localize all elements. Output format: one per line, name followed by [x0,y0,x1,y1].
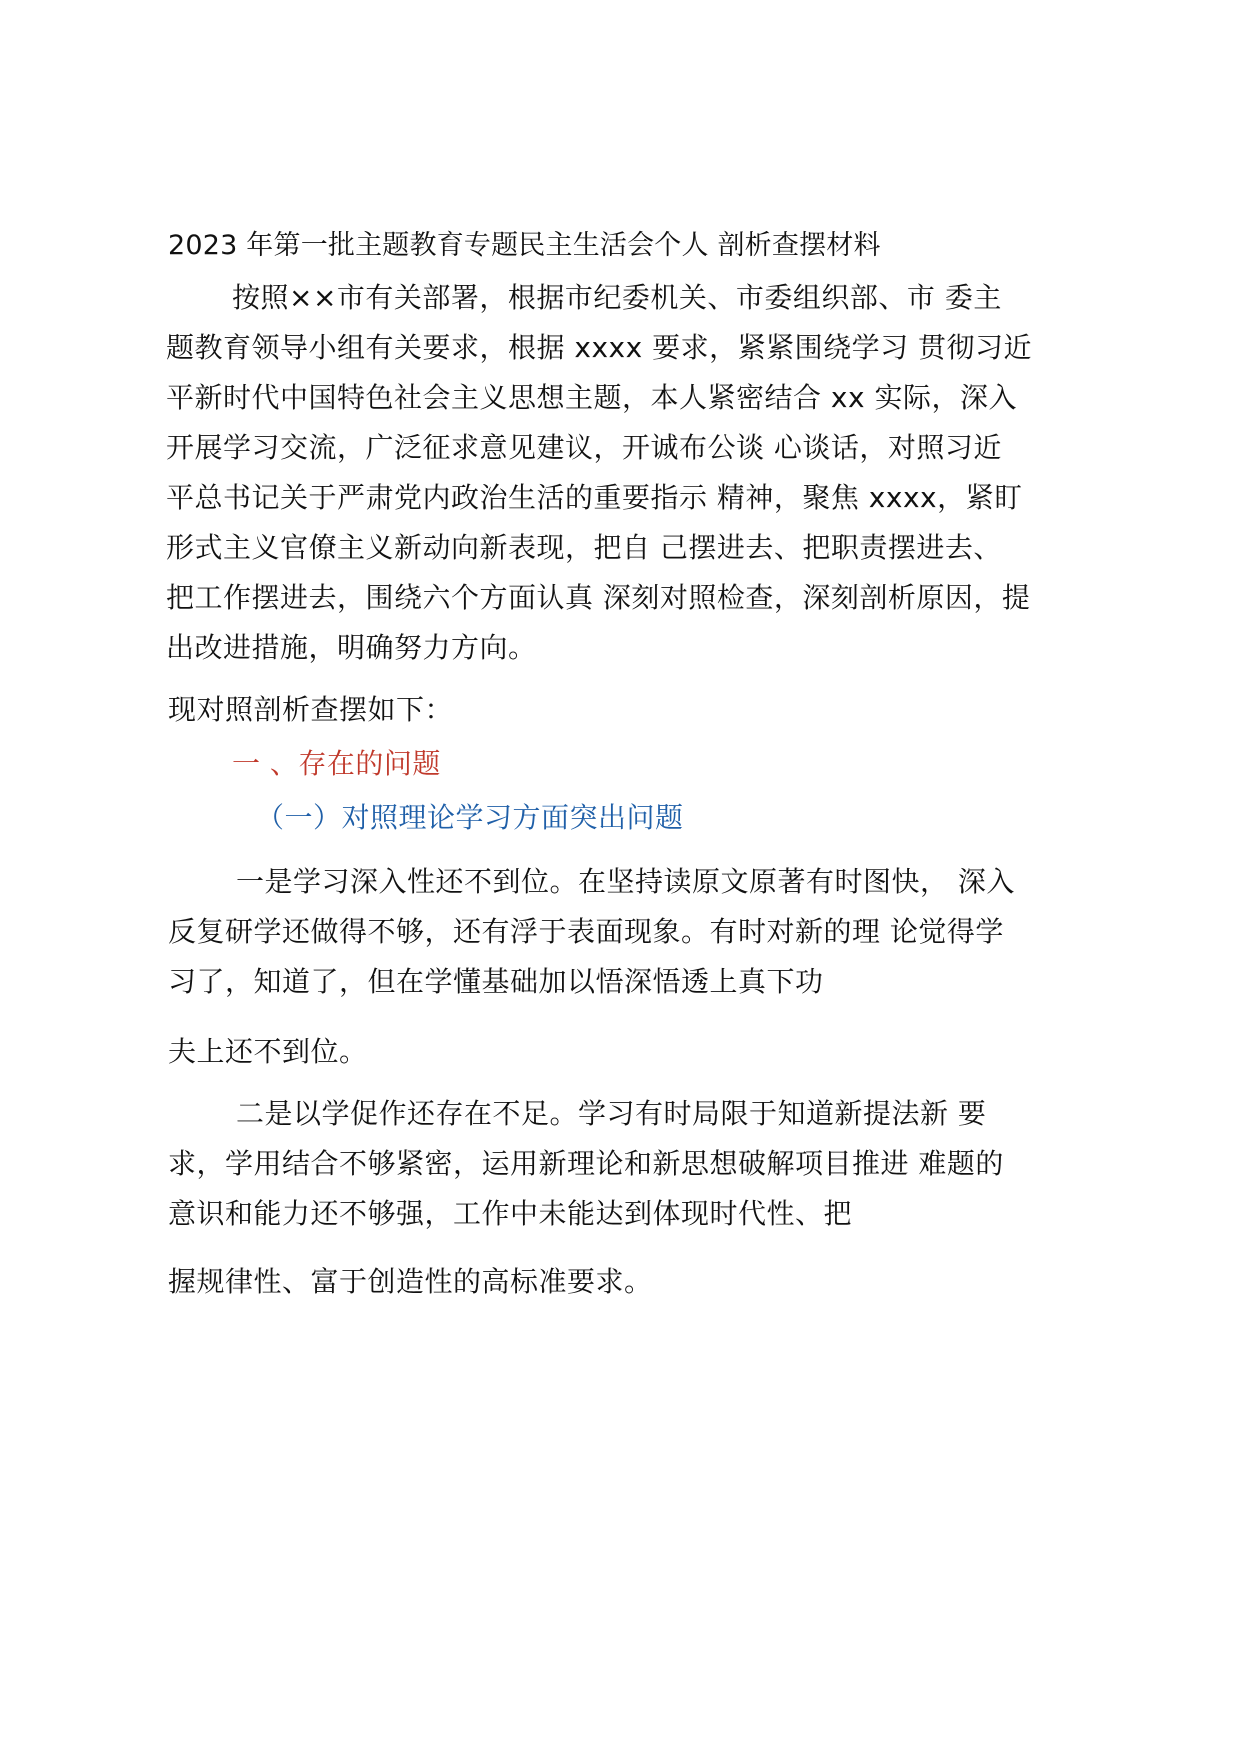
point2-line-1: 二是以学促作还存在不足。学习有时局限于知道新提法新 要 [236,1097,987,1130]
intro-line-4: 开展学习交流，广泛征求意见建议，开诚布公谈 心谈话，对照习近 [166,431,1002,464]
intro-line-2: 题教育领导小组有关要求，根据 xxxx 要求，紧紧围绕学习 贯彻习近 [166,331,1032,364]
point2-line-2: 求，学用结合不够紧密，运用新理论和新思想破解项目推进 难题的 [168,1147,1004,1180]
intro-line-3: 平新时代中国特色社会主义思想主题，本人紧密结合 xx 实际，深入 [166,381,1017,414]
intro-line-1: 按照××市有关部署，根据市纪委机关、市委组织部、市 委主 [232,281,1002,314]
intro-line-6: 形式主义官僚主义新动向新表现，把自 己摆进去、把职责摆进去、 [166,531,1002,564]
document-title: 2023 年第一批主题教育专题民主生活会个人 剖析查摆材料 [168,230,881,261]
point2-line-4: 握规律性、富于创造性的高标准要求。 [168,1265,653,1298]
point2-line-3: 意识和能力还不够强，工作中未能达到体现时代性、把 [168,1197,853,1230]
point1-line-2: 反复研学还做得不够，还有浮于表面现象。有时对新的理 论觉得学 [168,915,1004,948]
intro-line-7: 把工作摆进去，围绕六个方面认真 深刻对照检查，深刻剖析原因，提 [166,581,1031,614]
point1-line-3: 习了，知道了，但在学懂基础加以悟深悟透上真下功 [168,965,824,998]
point1-line-1: 一是学习深入性还不到位。在坚持读原文原著有时图快， 深入 [236,865,1015,898]
section-heading: 一 、存在的问题 [232,747,441,780]
subsection-heading: （一）对照理论学习方面突出问题 [256,801,684,834]
lead-in-text: 现对照剖析查摆如下： [168,693,454,726]
point1-line-4: 夫上还不到位。 [168,1035,368,1068]
intro-line-8: 出改进措施，明确努力方向。 [166,631,537,664]
intro-line-5: 平总书记关于严肃党内政治生活的重要指示 精神，聚焦 xxxx，紧盯 [166,481,1023,514]
